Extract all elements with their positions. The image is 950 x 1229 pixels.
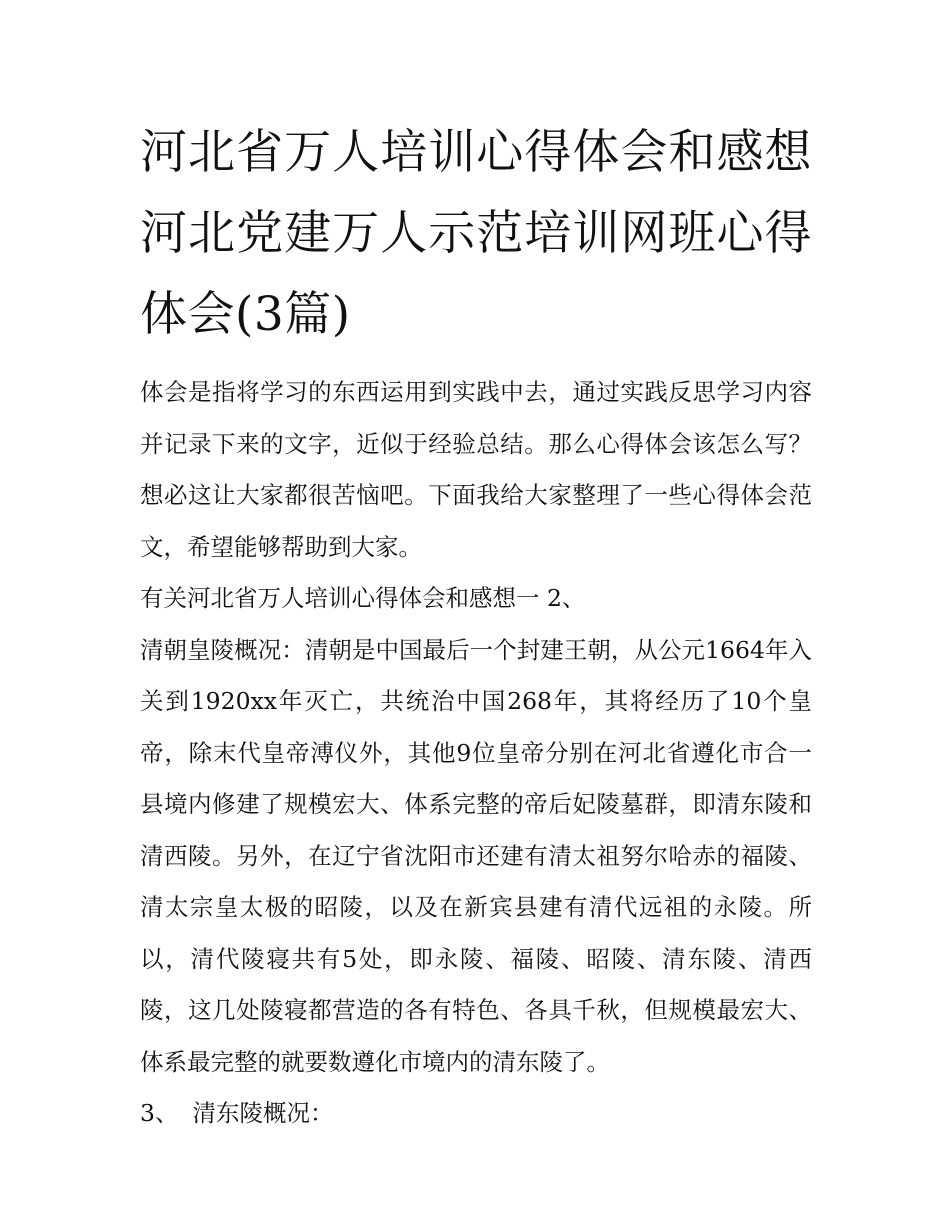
document-title: 河北省万人培训心得体会和感想 河北党建万人示范培训网班心得体会(3篇) xyxy=(140,125,812,342)
subheading-text: 清东陵概况： xyxy=(192,1099,334,1127)
section-heading: 有关河北省万人培训心得体会和感想一 2、 xyxy=(140,584,586,612)
subheading xyxy=(140,1088,812,1140)
intro-paragraph: 体会是指将学习的东西运用到实践中去，通过实践反思学习内容并记录下来的文字，近似于经验总结。那么心得体会该怎么写？想必这让大家都很苦恼吧。下面我给大家整理了一些心得体会范文，希望能够帮助到大家。 xyxy=(140,378,812,561)
document-page xyxy=(140,112,812,1140)
body-paragraph: 清朝皇陵概况：清朝是中国最后一个封建王朝，从公元1664年入关到1920xx年灭亡，共统治中国268年，其将经历了10个皇帝，除末代皇帝溥仪外，其他9位皇帝分别在河北省遵化市合一县境内修建了规模宏大、体系完整的帝后妃陵墓群，即清东陵和清西陵。另外，在辽宁省沈阳市还建有清太祖努尔哈赤的福陵、清太宗皇太极的昭陵，以及在新宾县建有清代远祖的永陵。所以，清代陵寝共有5处，即永陵、福陵、昭陵、清东陵、清西陵，这几处陵寝都营造的各有特色、各具千秋，但规模最宏大、体系最完整的就要数遵化市境内的清东陵了。 xyxy=(140,635,812,1076)
subheading-number: 3、 xyxy=(140,1099,179,1127)
